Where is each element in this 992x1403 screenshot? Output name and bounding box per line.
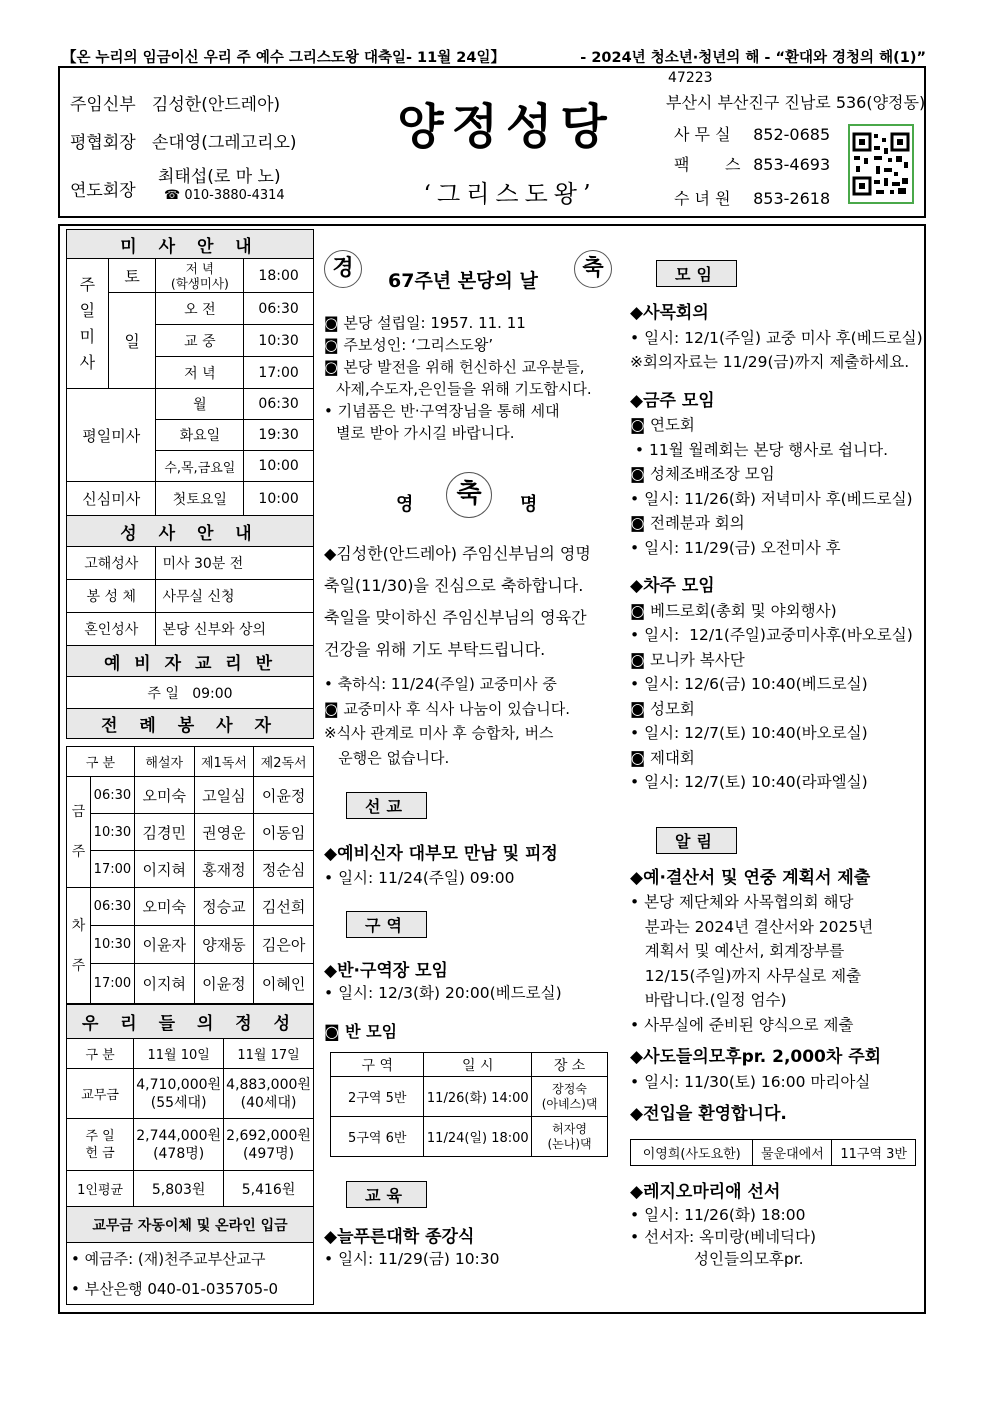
offerings-value: 4,883,000원 (40세대) bbox=[224, 1069, 314, 1119]
line-text: • 일시: 11/29(금) 오전미사 후 bbox=[630, 538, 841, 557]
contact-label: 팩 스 bbox=[674, 155, 741, 174]
line-text: ◙ 교중미사 후 식사 나눔이 있습니다. bbox=[324, 699, 571, 718]
sacrament-desc: 미사 30분 전 bbox=[156, 547, 314, 580]
feast-t2: 명 bbox=[520, 494, 538, 515]
table-cell: 11/26(화) 14:00 bbox=[424, 1077, 532, 1117]
line-text: • 선서자: 옥미랑(베네딕다) bbox=[630, 1228, 817, 1246]
district-label-box bbox=[346, 911, 614, 938]
line-text: 별로 받아 가시길 바랍니다. bbox=[336, 424, 515, 442]
offerings-value: 5,416원 bbox=[224, 1171, 314, 1207]
phone-number: ☎ 010-3880-4314 bbox=[164, 188, 285, 203]
sacrament-name: 혼인성사 bbox=[67, 613, 156, 646]
offerings-header: 11월 10일 bbox=[134, 1039, 224, 1069]
mass-name: 화요일 bbox=[156, 420, 244, 451]
top-banner bbox=[62, 46, 930, 67]
table-cell: 06:30 bbox=[90, 888, 134, 926]
district-title: ◆반·구역장 모임 bbox=[324, 960, 448, 981]
offerings-header: 11월 17일 bbox=[224, 1039, 314, 1069]
servers-header: 구 분 bbox=[67, 747, 135, 777]
line-text: ◙ 연도회 bbox=[630, 416, 695, 434]
offerings-value: 4,710,000원 (55세대) bbox=[134, 1069, 224, 1119]
servers-header: 제2독서 bbox=[254, 747, 314, 777]
feast-t1: 영 bbox=[396, 494, 414, 515]
line-text: • 일시: 12/6(금) 10:40(베드로실) bbox=[630, 675, 868, 693]
address: 부산시 부산진구 진남로 536(양정동) bbox=[666, 93, 926, 112]
spacer bbox=[630, 375, 925, 389]
header-box bbox=[58, 66, 926, 218]
sunday-mass-label-text: 주일미사 bbox=[79, 274, 96, 372]
mass-name: 교 중 bbox=[156, 325, 244, 357]
line-text: ◙ 베드로회(총회 및 야외행사) bbox=[630, 601, 837, 620]
mass-time: 10:00 bbox=[244, 451, 314, 482]
feast-message bbox=[324, 538, 614, 666]
banner-right: - 2024년 청소년·청년의 해 - “환대와 경청의 해(1)” bbox=[580, 50, 926, 66]
line-text: ◙ 성모회 bbox=[630, 699, 695, 718]
offerings-title: 우 리 들 의 정 성 bbox=[67, 1005, 314, 1039]
line-text: ◙ 제대회 bbox=[630, 748, 695, 767]
banner-left: 【온 누리의 임금이신 우리 주 예수 그리스도왕 대축일- 11월 24일】 bbox=[62, 50, 505, 66]
contact-convent bbox=[674, 186, 830, 209]
line-text: 본당 발전을 위해 헌신하신 교우분들, bbox=[343, 358, 585, 376]
table-cell: 17:00 bbox=[90, 851, 134, 888]
offerings-label: 주 일 헌 금 bbox=[67, 1119, 134, 1171]
line-text: ◙ 모니카 복사단 bbox=[630, 650, 745, 669]
offerings-value: 2,692,000원 (497명) bbox=[224, 1119, 314, 1171]
district-label: 구역 bbox=[346, 911, 427, 938]
table-cell: 양재동 bbox=[194, 926, 254, 964]
mission-label-box bbox=[346, 792, 614, 819]
mass-time: 06:30 bbox=[244, 389, 314, 420]
welcome-table bbox=[630, 1139, 916, 1166]
sinsim-mass-label: 신심미사 bbox=[67, 482, 156, 516]
bullet-line: ◙ 본당 설립일: 1957. 11. 11 bbox=[324, 314, 526, 332]
notices-label: 알림 bbox=[656, 827, 737, 854]
notices-list bbox=[630, 866, 925, 1127]
mass-time: 10:00 bbox=[244, 482, 314, 516]
sacrament-name: 봉 성 체 bbox=[67, 580, 156, 613]
line-text: 성인들의모후pr. bbox=[630, 1250, 804, 1268]
mass-name: 오 전 bbox=[156, 293, 244, 325]
table-cell: 이영희(사도요한) bbox=[631, 1139, 753, 1165]
offerings-table bbox=[66, 1004, 314, 1305]
contact-number: 853-2618 bbox=[753, 189, 831, 208]
line-text: • 일시: 12/7(토) 10:40(라파엘실) bbox=[630, 773, 868, 791]
table-cell: 10:30 bbox=[90, 814, 134, 851]
table-cell: 이지혀 bbox=[134, 851, 194, 888]
table-cell: 이윤정 bbox=[194, 964, 254, 1004]
mass-title: 미 사 안 내 bbox=[67, 230, 314, 259]
mass-name: 수,목,금요일 bbox=[156, 451, 244, 482]
contact-office bbox=[674, 122, 830, 145]
servers-header: 해설자 bbox=[134, 747, 194, 777]
line-text: 축일을 맞이하신 주임신부님의 영육간 bbox=[324, 608, 587, 627]
line-text: • 일시: 12/3(화) 20:00(베드로실) bbox=[324, 983, 562, 1002]
servers-title: 전 례 봉 사 자 bbox=[67, 709, 314, 739]
ban-header: 장 소 bbox=[532, 1053, 608, 1077]
offerings-header: 구 분 bbox=[67, 1039, 134, 1069]
table-cell: 홍재정 bbox=[194, 851, 254, 888]
mass-time: 19:30 bbox=[244, 420, 314, 451]
line-text: ◆예·결산서 및 연중 계획서 제출 bbox=[630, 867, 871, 888]
catechumen-title: 예 비 자 교 리 반 bbox=[67, 646, 314, 677]
saturday-label: 토 bbox=[108, 259, 156, 293]
mass-name: 저 녁 (학생미사) bbox=[156, 259, 244, 293]
line-text: ◆금주 모임 bbox=[630, 390, 715, 411]
group-label-text: 차주 bbox=[71, 917, 86, 974]
group-label-text: 금주 bbox=[71, 804, 86, 860]
mass-name: 저 녁 bbox=[156, 357, 244, 389]
contact-number: 853-4693 bbox=[753, 155, 831, 174]
role-title: 주임신부 bbox=[70, 95, 136, 115]
offerings-value: 5,803원 bbox=[134, 1171, 224, 1207]
contact-number: 852-0685 bbox=[753, 125, 831, 144]
bank-info bbox=[67, 1243, 314, 1305]
education-label: 교육 bbox=[346, 1181, 427, 1208]
line-text: 사제,수도자,은인들을 위해 기도합시다. bbox=[336, 380, 592, 398]
mission-title: ◆예비신자 대부모 만남 및 피정 bbox=[324, 844, 558, 864]
sacrament-desc: 본당 신부와 상의 bbox=[156, 613, 314, 646]
servers-table bbox=[66, 746, 314, 1004]
education-title: ◆늘푸른대학 종강식 bbox=[324, 1227, 475, 1247]
line-text: • 일시: 11/30(토) 16:00 마리아실 bbox=[630, 1072, 871, 1091]
education-label-box bbox=[346, 1181, 614, 1208]
role-council bbox=[70, 128, 297, 153]
meetings-label-box bbox=[656, 260, 925, 287]
role-title: 평협회장 bbox=[70, 133, 136, 153]
line-text: 바랍니다.(일정 엄수) bbox=[630, 991, 787, 1009]
mass-schedule-table bbox=[66, 229, 314, 739]
mass-time: 17:00 bbox=[244, 357, 314, 389]
line-text: • 일시: 11/26(화) 18:00 bbox=[630, 1206, 806, 1224]
line-text: ◙ 전례분과 회의 bbox=[630, 514, 745, 532]
sunday-mass-label bbox=[67, 259, 109, 389]
contact-fax bbox=[674, 152, 830, 175]
line-text: 건강을 위해 기도 부탁드립니다. bbox=[324, 640, 546, 659]
meetings-list bbox=[630, 301, 925, 795]
notices-label-box bbox=[656, 827, 925, 854]
bullet-line: • 기념품은 반·구역장님을 통해 세대 bbox=[324, 402, 560, 420]
group-label bbox=[67, 888, 91, 1004]
table-cell: 이동임 bbox=[254, 814, 314, 851]
ban-table bbox=[330, 1052, 608, 1157]
sacrament-title: 성 사 안 내 bbox=[67, 516, 314, 547]
bank-line: • 부산은행 040-01-035705-0 bbox=[71, 1279, 279, 1298]
bullet-line: ◙ 본당 발전을 위해 헌신하신 교우분들, bbox=[324, 358, 585, 376]
contact-label: 수 녀 원 bbox=[674, 189, 731, 208]
table-cell: 고일심 bbox=[194, 777, 254, 814]
table-cell: 11구역 3반 bbox=[832, 1139, 916, 1165]
mass-time: 18:00 bbox=[244, 259, 314, 293]
ban-title: ◙ 반 모임 bbox=[324, 1022, 398, 1041]
table-cell: 17:00 bbox=[90, 964, 134, 1004]
qr-code-icon[interactable] bbox=[848, 124, 914, 204]
line-text: • 일시: 11/26(화) 저녁미사 후(베드로실) bbox=[630, 489, 913, 508]
line-text: 축일(11/30)을 진심으로 축하합니다. bbox=[324, 576, 584, 595]
church-name: 양정성당 bbox=[397, 99, 615, 155]
role-name: 김성한(안드레아) bbox=[151, 95, 281, 115]
table-cell: 정승교 bbox=[194, 888, 254, 926]
badge-right: 축 bbox=[574, 250, 612, 288]
line-text: ◆차주 모임 bbox=[630, 576, 715, 596]
table-cell: 이윤정 bbox=[254, 777, 314, 814]
line-text: • 11월 월례회는 본당 행사로 쉽니다. bbox=[630, 440, 889, 459]
table-cell: 오미숙 bbox=[134, 888, 194, 926]
offerings-label: 1인평균 bbox=[67, 1171, 134, 1207]
contact-label: 사 무 실 bbox=[674, 125, 731, 144]
table-cell: 권영운 bbox=[194, 814, 254, 851]
badge-left: 경 bbox=[324, 250, 362, 288]
ban-header: 구 역 bbox=[331, 1053, 424, 1077]
line-text: • 일시: 11/24(주일) 09:00 bbox=[324, 869, 515, 887]
sacrament-name: 고해성사 bbox=[67, 547, 156, 580]
table-cell: 김선희 bbox=[254, 888, 314, 926]
line-text: 본당 설립일: 1957. 11. 11 bbox=[343, 314, 526, 332]
group-label bbox=[67, 777, 91, 888]
anniversary-header bbox=[324, 244, 614, 304]
right-column bbox=[630, 260, 925, 1270]
table-cell: 2구역 5반 bbox=[331, 1077, 424, 1117]
table-cell: 김은아 bbox=[254, 926, 314, 964]
line-text: 12/15(주일)까지 사무실로 제출 bbox=[630, 966, 862, 985]
table-cell: 이지혀 bbox=[134, 964, 194, 1004]
table-cell: 오미숙 bbox=[134, 777, 194, 814]
feast-notes bbox=[324, 672, 614, 770]
table-cell: 정순심 bbox=[254, 851, 314, 888]
table-cell: 김경민 bbox=[134, 814, 194, 851]
line-text: 운행은 없습니다. bbox=[324, 748, 450, 767]
role-pastor bbox=[70, 90, 280, 115]
line-text: ◆사목회의 bbox=[630, 303, 709, 323]
mass-time: 10:30 bbox=[244, 325, 314, 357]
spacer bbox=[630, 560, 925, 574]
line-text: ※식사 관계로 미사 후 승합차, 버스 bbox=[324, 724, 554, 742]
legio-title: ◆레지오마리애 선서 bbox=[630, 1181, 781, 1202]
table-cell: 이윤자 bbox=[134, 926, 194, 964]
line-text: ◆전입을 환영합니다. bbox=[630, 1104, 787, 1124]
offerings-label: 교무금 bbox=[67, 1069, 134, 1119]
table-cell: 허자영 (논나)댁 bbox=[532, 1117, 608, 1157]
bank-line: • 예금주: (재)천주교부산교구 bbox=[71, 1249, 266, 1268]
mass-name: 첫토요일 bbox=[156, 482, 244, 516]
line-text: • 일시: 12/7(토) 10:40(바오로실) bbox=[630, 724, 868, 742]
church-subtitle: ‘그리스도왕’ bbox=[423, 180, 597, 208]
bullet-line: ◙ 주보성인: ‘그리스도왕’ bbox=[324, 336, 494, 354]
anniversary-lines bbox=[324, 312, 614, 444]
table-cell: 5구역 6반 bbox=[331, 1117, 424, 1157]
catechumen-time: 주 일 09:00 bbox=[67, 677, 314, 709]
mission-label: 선교 bbox=[346, 792, 427, 819]
line-text: • 일시: 12/1(주일)교중미사후(바오로실) bbox=[630, 626, 913, 644]
line-text: • 본당 제단체와 사목협의회 해당 bbox=[630, 893, 854, 911]
line-text: 기념품은 반·구역장님을 통해 세대 bbox=[337, 402, 560, 420]
meetings-label: 모임 bbox=[656, 260, 737, 287]
table-cell: 11/24(일) 18:00 bbox=[424, 1117, 532, 1157]
line-text: 주보성인: ‘그리스도왕’ bbox=[343, 336, 494, 354]
role-name: 손대영(그레고리오) bbox=[151, 133, 297, 153]
servers-header: 제1독서 bbox=[194, 747, 254, 777]
table-cell: 이혜인 bbox=[254, 964, 314, 1004]
offerings-value: 2,744,000원 (478명) bbox=[134, 1119, 224, 1171]
line-text: • 축하식: 11/24(주일) 교중미사 중 bbox=[324, 675, 557, 693]
middle-column bbox=[324, 244, 614, 1272]
line-text: ◙ 성체조배조장 모임 bbox=[630, 465, 775, 483]
sunday-label: 일 bbox=[108, 293, 156, 389]
line-text: 계획서 및 예산서, 회계장부를 bbox=[630, 942, 845, 960]
line-text: ※회의자료는 11/29(금)까지 제출하세요. bbox=[630, 353, 910, 371]
role-yeondo-name: 최태섭(로 마 노) bbox=[158, 167, 281, 187]
line-text: • 사무실에 준비된 양식으로 제출 bbox=[630, 1015, 854, 1034]
line-text: ◆사도들의모후pr. 2,000차 주회 bbox=[630, 1047, 882, 1067]
feast-badge: 축 bbox=[446, 472, 492, 518]
ban-header: 일 시 bbox=[424, 1053, 532, 1077]
anniversary-title: 67주년 본당의 날 bbox=[388, 270, 538, 292]
line-text: • 일시: 11/29(금) 10:30 bbox=[324, 1250, 500, 1268]
mass-time: 06:30 bbox=[244, 293, 314, 325]
postal-code: 47223 bbox=[668, 70, 713, 86]
table-cell: 장정숙 (아녜스)댁 bbox=[532, 1077, 608, 1117]
role-yeondo-title: 연도회장 bbox=[70, 181, 136, 201]
table-cell: 10:30 bbox=[90, 926, 134, 964]
table-cell: 06:30 bbox=[90, 777, 134, 814]
sacrament-desc: 사무실 신청 bbox=[156, 580, 314, 613]
bank-title: 교무금 자동이체 및 온라인 입금 bbox=[67, 1207, 314, 1243]
line-text: ◆김성한(안드레아) 주임신부님의 영명 bbox=[324, 544, 591, 563]
line-text: • 일시: 12/1(주일) 교중 미사 후(베드로실) bbox=[630, 328, 923, 347]
line-text: 분과는 2024년 결산서와 2025년 bbox=[630, 917, 874, 936]
weekday-mass-label: 평일미사 bbox=[67, 389, 156, 482]
feast-header bbox=[324, 468, 614, 538]
table-cell: 물운대에서 bbox=[753, 1139, 832, 1165]
mass-name: 월 bbox=[156, 389, 244, 420]
